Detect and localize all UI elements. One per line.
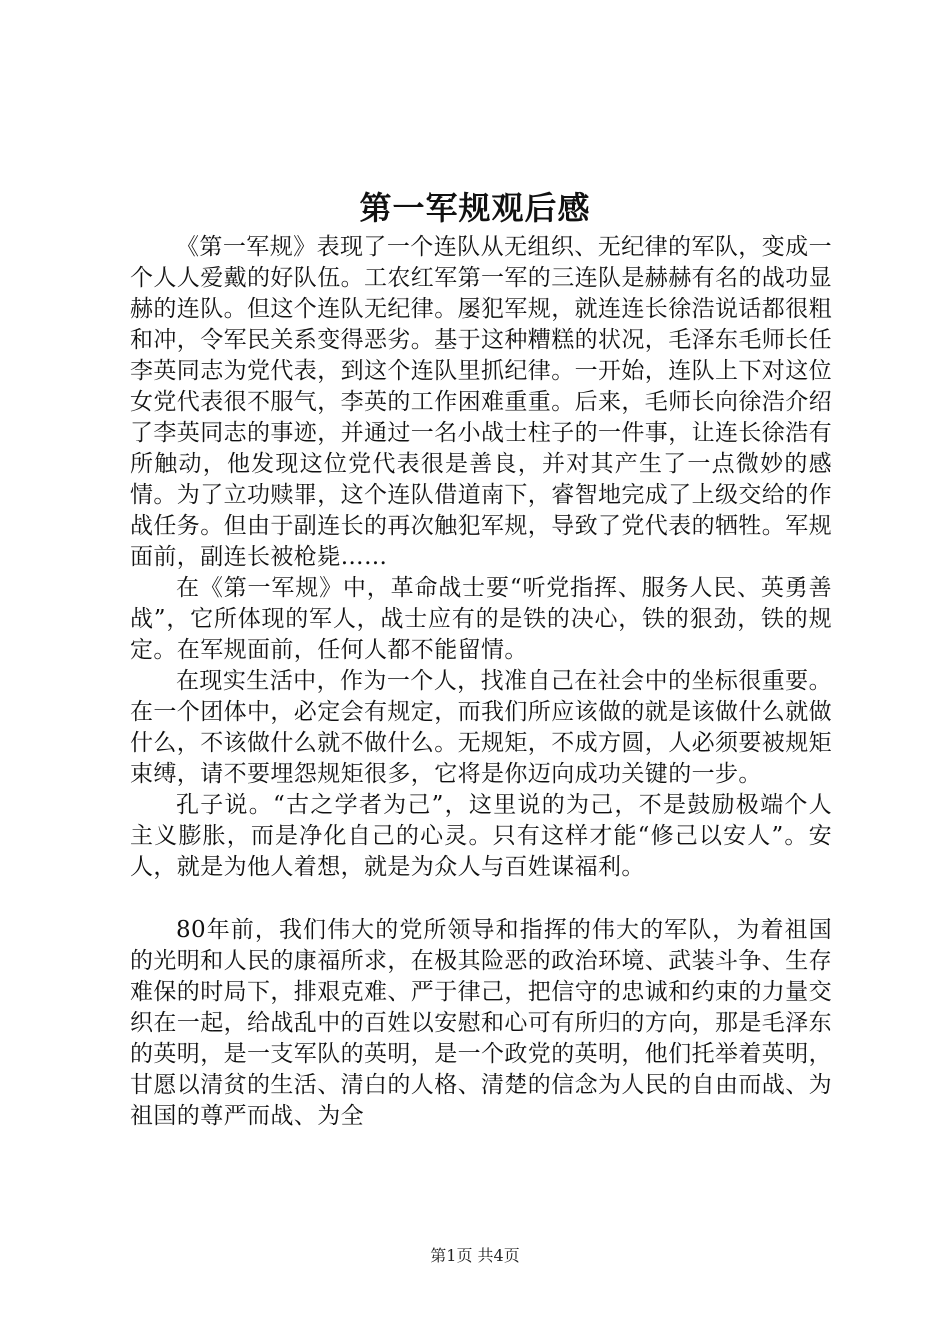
paragraph-gap — [130, 883, 832, 915]
page-title: 第一军规观后感 — [359, 189, 591, 227]
paragraph-1: 《第一军规》表现了一个连队从无组织、无纪律的军队，变成一个人人爱戴的好队伍。工农红军第一军的三连队是赫赫有名的战功显赫的连队。但这个连队无纪律。屡犯军规，就连连长徐浩说话都很粗和冲，令军民关系变得恶劣。基于这种糟糕的状况，毛泽东毛师长任李英同志为党代表，到这个连队里抓纪律。一开始，连队上下对这位女党代表很不服气，李英的工作困难重重。后来，毛师长向徐浩介绍了李英同志的事迹，并通过一名小战士柱子的一件事，让连长徐浩有所触动，他发现这位党代表很是善良，并对其产生了一点微妙的感情。为了立功赎罪，这个连队借道南下，睿智地完成了上级交给的作战任务。但由于副连长的再次触犯军规，导致了党代表的牺牲。军规面前，副连长被枪毙…… — [130, 234, 832, 570]
paragraph-2: 在《第一军规》中，革命战士要“听党指挥、服务人民、英勇善战”，它所体现的军人，战士应有的是铁的决心，铁的狠劲，铁的规定。在军规面前，任何人都不能留情。 — [130, 575, 832, 663]
page-number: 第1页 共4页 — [430, 1246, 520, 1265]
paragraph-3: 在现实生活中，作为一个人，找准自己在社会中的坐标很重要。在一个团体中，必定会有规定，而我们所应该做的就是该做什么就做什么，不该做什么就不做什么。无规矩，不成方圆，人必须要被规矩束缚，请不要埋怨规矩很多，它将是你迈向成功关键的一步。 — [130, 668, 832, 787]
paragraph-5: 80年前，我们伟大的党所领导和指挥的伟大的军队，为着祖国的光明和人民的康福所求，在极其险恶的政治环境、武装斗争、生存难保的时局下，排艰克难、严于律己，把信守的忠诚和约束的力量交织在一起，给战乱中的百姓以安慰和心可有所归的方向，那是毛泽东的英明，是一支军队的英明，是一个政党的英明，他们托举着英明，甘愿以清贫的生活、清白的人格、清楚的信念为人民的自由而战、为祖国的尊严而战、为全 — [130, 917, 832, 1129]
document-body — [130, 232, 832, 1132]
paragraph-4: 孔子说。“古之学者为己”，这里说的为己，不是鼓励极端个人主义膨胀，而是净化自己的心灵。只有这样才能“修己以安人”。安人，就是为他人着想，就是为众人与百姓谋福利。 — [130, 792, 832, 880]
